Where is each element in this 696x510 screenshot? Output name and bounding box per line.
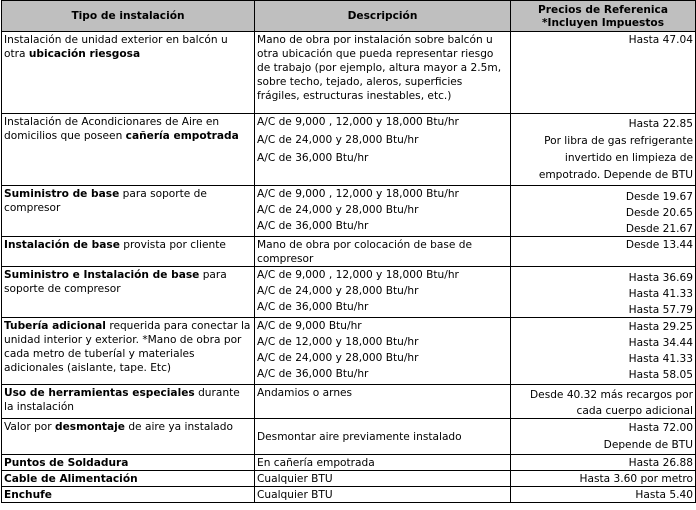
price-cell — [511, 455, 696, 471]
description-cell — [255, 471, 511, 487]
description-line: A/C de 36,000 Btu/hr — [257, 301, 369, 313]
description-text: Mano de obra por colocación de base de compresor — [257, 239, 473, 265]
type-bold-text: Suministro e Instalación de base — [4, 269, 200, 281]
description-cell — [255, 385, 511, 419]
price-text: Hasta 72.00 — [628, 422, 693, 434]
price-cell — [511, 32, 696, 114]
price-text: Hasta 41.33 — [628, 353, 693, 365]
description-line: A/C de 9,000 Btu/hr — [257, 320, 362, 332]
type-bold-text: cañería empotrada — [125, 130, 239, 142]
type-text: para soporte de compresor — [4, 188, 207, 214]
price-text: Hasta 41.33 — [628, 288, 693, 300]
type-bold-text: Tubería adicional — [4, 320, 106, 332]
type-cell — [2, 237, 255, 267]
type-text: de aire ya instalado — [124, 421, 233, 433]
type-bold-text: Suministro de base — [4, 188, 120, 200]
type-text: Valor por — [4, 421, 55, 433]
table-row — [2, 419, 696, 455]
type-bold-text: Uso de herramientas especiales — [4, 387, 195, 399]
description-cell — [255, 237, 511, 267]
price-text: Desde 21.67 — [625, 223, 693, 235]
description-cell — [255, 455, 511, 471]
description-line: A/C de 36,000 Btu/hr — [257, 368, 369, 380]
type-cell — [2, 487, 255, 503]
header-tipo-instalacion: Tipo de instalación — [2, 1, 255, 32]
price-text: Hasta 34.44 — [628, 337, 693, 349]
price-text: Desde 20.65 — [625, 207, 693, 219]
header-precios — [511, 1, 696, 32]
description-cell — [255, 114, 511, 186]
type-cell — [2, 267, 255, 318]
table-row — [2, 487, 696, 503]
description-text: En cañería empotrada — [257, 457, 375, 469]
price-cell — [511, 385, 696, 419]
type-cell — [2, 114, 255, 186]
description-text: Cualquier BTU — [257, 473, 333, 485]
description-line: A/C de 24,000 y 28,000 Btu/hr — [257, 285, 419, 297]
price-text: Hasta 3.60 por metro — [579, 473, 693, 485]
pricing-table — [1, 0, 696, 503]
price-text: Desde 19.67 — [625, 191, 693, 203]
description-text: Mano de obra por instalación sobre balcón u otra ubicación que pueda representar riesgo de trabajo (por ejemplo, altura mayor a 2.5m, sobre techo, tejado, aleros, superficies frágiles, estructuras inestables, etc.) — [257, 34, 502, 102]
type-bold-text: Enchufe — [4, 489, 52, 501]
description-line: A/C de 12,000 y 18,000 Btu/hr — [257, 336, 419, 348]
type-cell — [2, 32, 255, 114]
description-text: Desmontar aire previamente instalado — [257, 431, 462, 443]
description-text: Andamios o arnes — [257, 387, 353, 399]
header-precios-line1: Precios de Referenica — [538, 3, 668, 16]
type-cell — [2, 186, 255, 237]
price-cell — [511, 114, 696, 186]
type-text: requerida para conectar la unidad interior y exterior. *Mano de obra por cada metro de tuberíal y materiales adicionales (aislante, tape. Etc) — [4, 320, 251, 374]
price-text: Hasta 36.69 — [628, 272, 693, 284]
type-cell — [2, 419, 255, 455]
type-cell — [2, 471, 255, 487]
price-text: Hasta 22.85 — [628, 118, 693, 130]
description-cell — [255, 267, 511, 318]
description-line: A/C de 36,000 Btu/hr — [257, 220, 369, 232]
table-row — [2, 267, 696, 318]
description-line: A/C de 9,000 , 12,000 y 18,000 Btu/hr — [257, 116, 459, 128]
price-text: Desde 13.44 — [625, 239, 693, 251]
price-text: Hasta 47.04 — [628, 34, 693, 46]
description-cell — [255, 487, 511, 503]
description-cell — [255, 419, 511, 455]
table-row — [2, 318, 696, 385]
price-cell — [511, 267, 696, 318]
description-cell — [255, 186, 511, 237]
price-cell — [511, 487, 696, 503]
type-cell — [2, 455, 255, 471]
price-cell — [511, 419, 696, 455]
price-cell — [511, 318, 696, 385]
description-line: A/C de 9,000 , 12,000 y 18,000 Btu/hr — [257, 188, 459, 200]
price-cell — [511, 186, 696, 237]
description-text: Cualquier BTU — [257, 489, 333, 501]
table-row — [2, 471, 696, 487]
description-line: A/C de 24,000 y 28,000 Btu/hr — [257, 352, 419, 364]
type-text: Instalación de Acondicionares de Aire en domicilios que poseen — [4, 116, 220, 142]
price-cell — [511, 237, 696, 267]
type-bold-text: ubicación riesgosa — [28, 48, 141, 60]
type-bold-text: desmontaje — [55, 421, 125, 433]
description-line: A/C de 24,000 y 28,000 Btu/hr — [257, 134, 419, 146]
description-line: A/C de 36,000 Btu/hr — [257, 152, 369, 164]
price-text: Por libra de gas refrigerante — [544, 135, 693, 147]
header-row — [2, 1, 696, 32]
type-text: Instalación de unidad exterior en balcón u otra — [4, 34, 228, 60]
type-text: provista por cliente — [119, 239, 226, 251]
price-text: empotrado. Depende de BTU — [538, 169, 693, 181]
type-bold-text: Cable de Alimentación — [4, 473, 138, 485]
table-row — [2, 455, 696, 471]
price-text: cada cuerpo adicional — [576, 405, 693, 417]
price-text: Hasta 58.05 — [628, 369, 693, 381]
type-cell — [2, 318, 255, 385]
price-text: Hasta 26.88 — [628, 457, 693, 469]
table-row — [2, 114, 696, 186]
type-text: durante la instalación — [4, 387, 240, 413]
table-row — [2, 32, 696, 114]
table-row — [2, 237, 696, 267]
price-text: Hasta 5.40 — [635, 489, 693, 501]
type-bold-text: Puntos de Soldadura — [4, 457, 129, 469]
price-text: Depende de BTU — [603, 439, 693, 451]
description-line: A/C de 9,000 , 12,000 y 18,000 Btu/hr — [257, 269, 459, 281]
header-precios-line2: *Incluyen Impuestos — [541, 16, 665, 29]
type-cell — [2, 385, 255, 419]
type-bold-text: Instalación de base — [4, 239, 120, 251]
price-text: invertido en limpieza de — [564, 152, 693, 164]
header-descripcion: Descripción — [255, 1, 511, 32]
description-line: A/C de 24,000 y 28,000 Btu/hr — [257, 204, 419, 216]
price-text: Hasta 57.79 — [628, 304, 693, 316]
price-cell — [511, 471, 696, 487]
table-row — [2, 186, 696, 237]
type-text: para soporte de compresor — [4, 269, 227, 295]
price-text: Hasta 29.25 — [628, 321, 693, 333]
price-text: Desde 40.32 más recargos por — [530, 389, 693, 401]
description-cell — [255, 32, 511, 114]
description-cell — [255, 318, 511, 385]
table-row — [2, 385, 696, 419]
